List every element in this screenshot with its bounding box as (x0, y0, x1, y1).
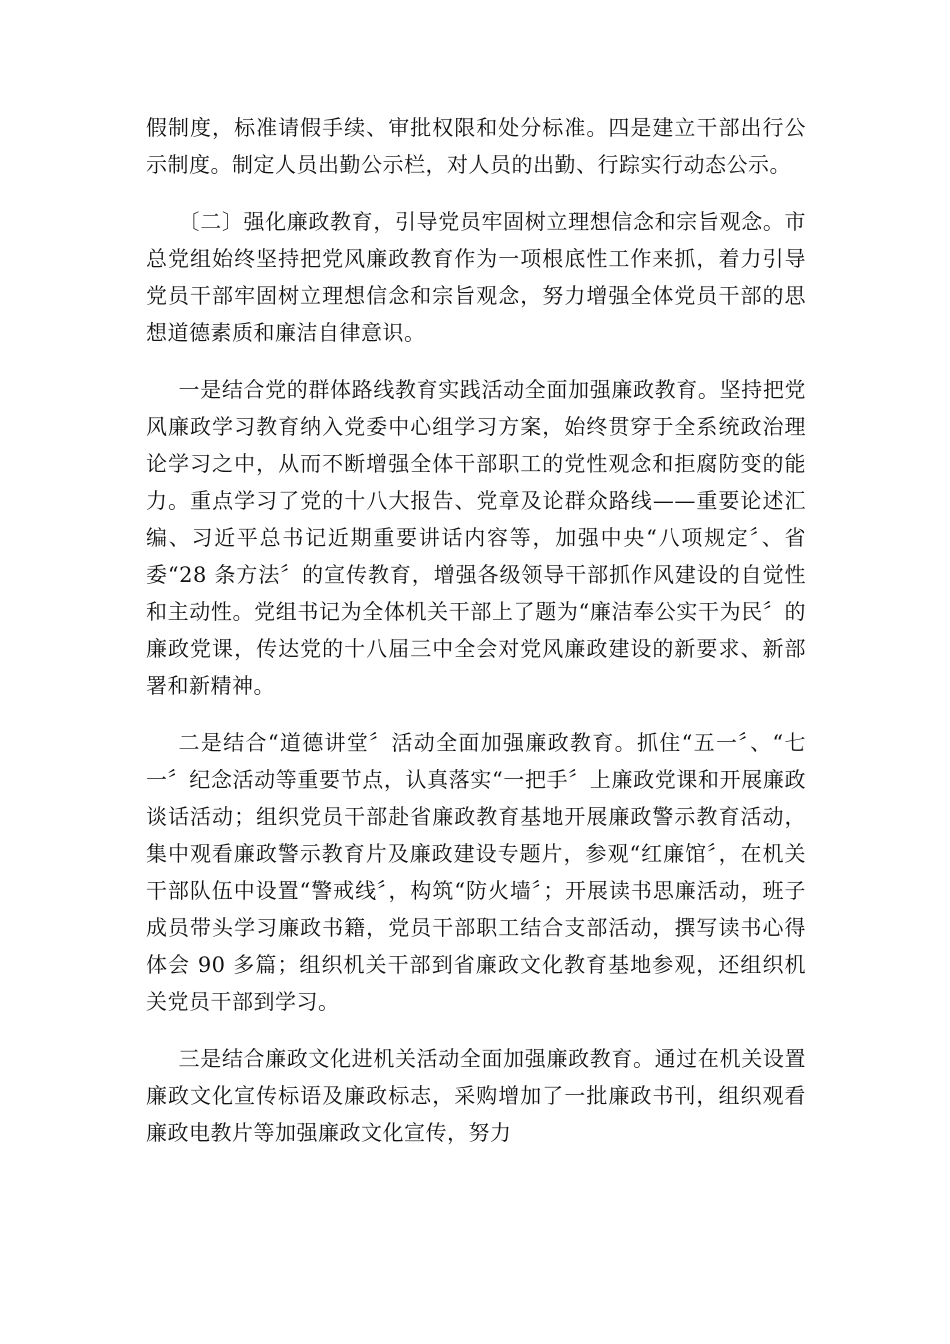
document-body (146, 110, 806, 1172)
paragraph-item-two: 二是结合“道德讲堂〞活动全面加强廉政教育。抓住“五一〞、“七一〞纪念活动等重要节点，认真落实“一把手〞上廉政党课和开展廉政谈话活动；组织党员干部赴省廉政教育基地开展廉政警示教育活动，集中观看廉政警示教育片及廉政建设专题片，参观“红廉馆〞，在机关干部队伍中设置“警戒线〞，构筑“防火墙〞；开展读书思廉活动，班子成员带头学习廉政书籍，党员干部职工结合支部活动，撰写读书心得体会 90 多篇；组织机关干部到省廉政文化教育基地参观，还组织机关党员干部到学习。 (146, 731, 806, 1014)
paragraph-continuation: 假制度，标准请假手续、审批权限和处分标准。四是建立干部出行公示制度。制定人员出勤公示栏，对人员的出勤、行踪实行动态公示。 (146, 116, 806, 177)
paragraph-item-three: 三是结合廉政文化进机关活动全面加强廉政教育。通过在机关设置廉政文化宣传标语及廉政标志，采购增加了一批廉政书刊，组织观看廉政电教片等加强廉政文化宣传，努力 (146, 1047, 806, 1145)
paragraph-item-one: 一是结合党的群体路线教育实践活动全面加强廉政教育。坚持把党风廉政学习教育纳入党委中心组学习方案，始终贯穿于全系统政治理论学习之中，从而不断增强全体干部职工的党性观念和拒腐防变的能力。重点学习了党的十八大报告、党章及论群众路线——重要论述汇编、习近平总书记近期重要讲话内容等，加强中央“八项规定〞、省委“28 条方法〞的宣传教育，增强各级领导干部抓作风建设的自觉性和主动性。党组书记为全体机关干部上了题为“廉洁奉公实干为民〞的廉政党课，传达党的十八届三中全会对党风廉政建设的新要求、新部署和新精神。 (146, 378, 806, 698)
paragraph-section-two: 〔二〕强化廉政教育，引导党员牢固树立理想信念和宗旨观念。市总党组始终坚持把党风廉政教育作为一项根底性工作来抓，着力引导党员干部牢固树立理想信念和宗旨观念，努力增强全体党员干部的思想道德素质和廉洁自律意识。 (146, 210, 806, 345)
